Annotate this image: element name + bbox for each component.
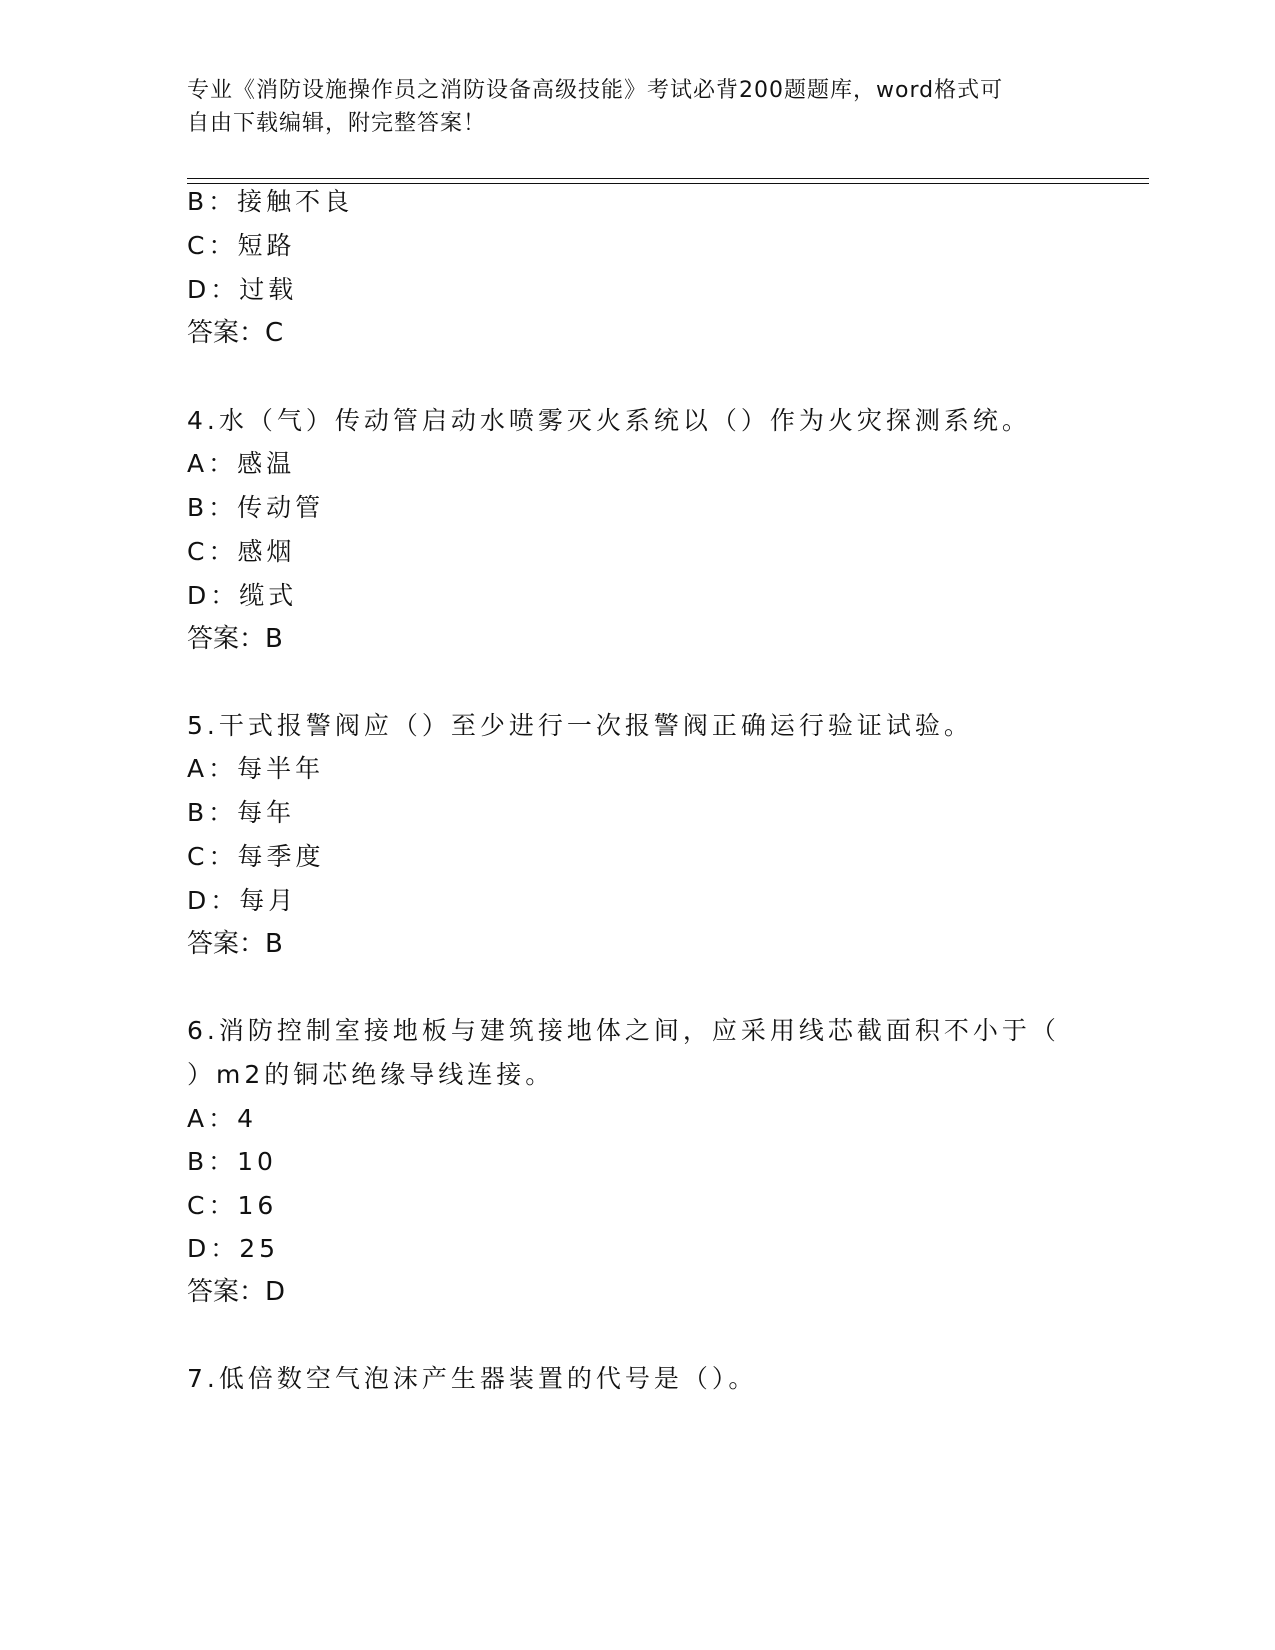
q3-option-d: D：过载 <box>187 275 298 304</box>
document-header <box>187 74 1067 140</box>
q5-question: 5.干式报警阀应（）至少进行一次报警阀正确运行验证试验。 <box>187 711 973 740</box>
q6-option-b: B：10 <box>187 1147 277 1176</box>
q4-option-d: D：缆式 <box>187 581 298 610</box>
q6-option-d: D：25 <box>187 1234 280 1263</box>
header-title-line-1: 专业《消防设施操作员之消防设备高级技能》考试必背200题题库，word格式可 <box>187 78 1004 103</box>
q5-option-a: A：每半年 <box>187 754 325 783</box>
q5-option-d: D：每月 <box>187 886 298 915</box>
q4-answer: 答案：B <box>187 624 283 654</box>
q4-option-b: B：传动管 <box>187 493 325 522</box>
q7-question: 7.低倍数空气泡沫产生器装置的代号是（）。 <box>187 1364 758 1393</box>
q3-option-b: B：接触不良 <box>187 187 354 216</box>
q6-question-line-1: 6.消防控制室接地板与建筑接地体之间，应采用线芯截面积不小于（ <box>187 1016 1060 1045</box>
header-title-line-2: 自由下载编辑，附完整答案！ <box>187 111 487 136</box>
q4-option-c: C：感烟 <box>187 537 296 566</box>
q6-option-c: C：16 <box>187 1191 278 1220</box>
q5-option-c: C：每季度 <box>187 842 325 871</box>
q5-option-b: B：每年 <box>187 798 296 827</box>
q3-answer: 答案：C <box>187 318 284 348</box>
q5-answer: 答案：B <box>187 929 283 959</box>
q6-option-a: A：4 <box>187 1104 258 1133</box>
header-divider <box>187 178 1149 184</box>
q4-question: 4.水（气）传动管启动水喷雾灭火系统以（）作为火灾探测系统。 <box>187 406 1031 435</box>
q6-question-line-2: ）m2的铜芯绝缘导线连接。 <box>187 1060 555 1089</box>
q4-option-a: A：感温 <box>187 449 296 478</box>
q6-answer: 答案：D <box>187 1277 286 1307</box>
q3-option-c: C：短路 <box>187 231 296 260</box>
